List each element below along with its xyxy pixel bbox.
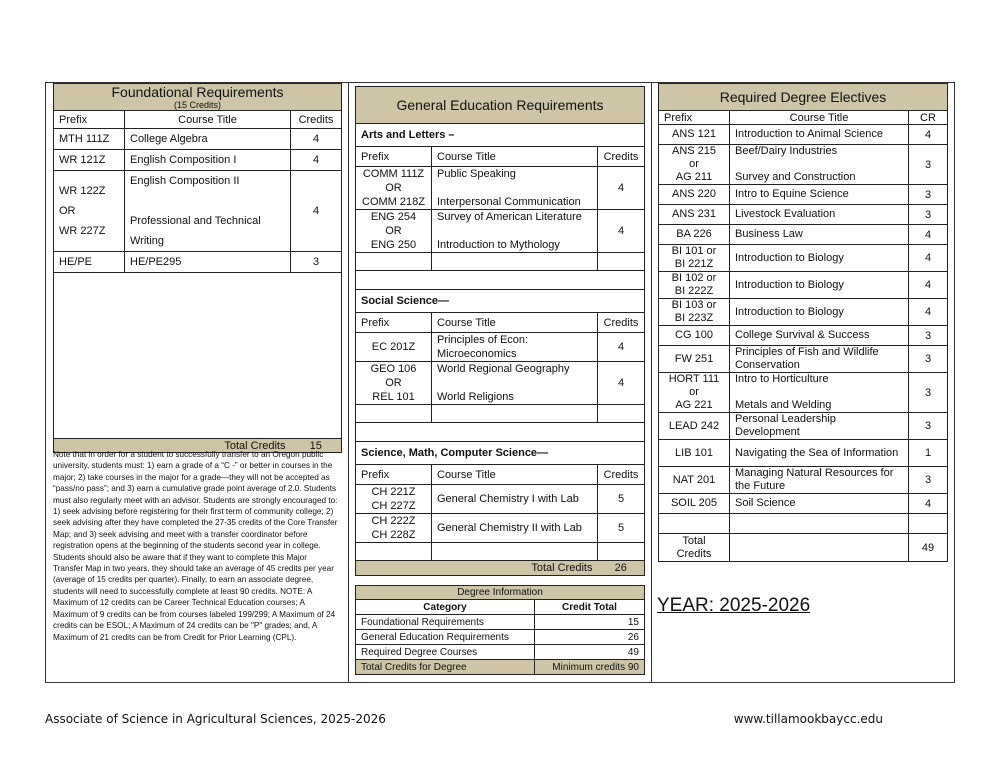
course-title <box>730 467 909 494</box>
degree-row <box>356 645 645 660</box>
section-header <box>356 124 645 147</box>
course-title <box>432 362 598 405</box>
title-line: Survey of American Literature <box>437 211 582 223</box>
title-line <box>437 181 592 195</box>
table-row <box>356 167 645 210</box>
course-title <box>730 346 909 373</box>
prefix-line: OR <box>385 377 402 389</box>
column-headers <box>356 147 645 167</box>
course-prefix <box>659 413 730 440</box>
blank-row <box>356 405 645 423</box>
title-line <box>437 224 592 238</box>
blank-cell <box>356 253 432 271</box>
col-credit-total: Credit Total <box>534 600 644 615</box>
outer-frame <box>45 82 955 683</box>
transfer-note: Note that in order for a student to successfully transfer to an Oregon public university, students must: 1) earn a grade of a “C -” or better in courses in the major; 2) take courses in the major for a grade—they will not be accepted as “pass/no pass”; and 3) earn a cumulative grade point average of 2.0. Students must also regularly meet with an advisor. Students are strongly encouraged to: 1) seek advising before registering for their first term of community college; 2) seek advising after they have completed the 27-35 credits of the Core Transfer Map; and 3) seek advising and meet with a transfer coordinator before registration opens at the beginning of the students second year in college. Students should also be aware that if they want to complete this Major Transfer Map in two years, they should take an average of 45 credits per year (average of 15 credits per quarter). Finally, to earn an associate degree, students will need to successfully complete at least 90 credits. NOTE: A Maximum of 12 credits can be Career Technical Education courses; A Maximum of 9 credits can be from courses labeled 199/299; A Maximum of 24 credits can be ESOL; A Maximum of 24 credits can be "P" grades; and, A Maximum of 21 credits can be from Credit for Prior Learning (CPL). <box>53 450 338 642</box>
blank-cell <box>598 405 645 423</box>
course-credits: 4 <box>909 494 948 514</box>
table-row <box>659 145 948 185</box>
course-title <box>125 150 291 171</box>
table-row <box>659 205 948 225</box>
course-prefix <box>659 346 730 373</box>
col-title: Course Title <box>125 111 291 129</box>
title-line: Principles of Fish and Wildlife Conservation <box>735 346 879 371</box>
prefix-line: NAT 201 <box>672 473 716 486</box>
prefix-line: FW 251 <box>674 352 714 365</box>
foundational-table <box>53 83 342 453</box>
degree-row <box>356 630 645 645</box>
table-row <box>356 333 645 362</box>
course-credits: 3 <box>909 373 948 413</box>
degree-info-table <box>355 585 645 675</box>
prefix-line: COMM 218Z <box>362 196 425 208</box>
prefix-line: BI 101 or <box>671 245 717 257</box>
title-line: Interpersonal Communication <box>437 196 581 208</box>
prefix-line: WR 227Z <box>59 225 106 237</box>
prefix-line: LIB 101 <box>675 446 713 459</box>
col-prefix: Prefix <box>54 111 125 129</box>
degree-info-title: Degree Information <box>356 586 645 600</box>
blank-cell <box>598 543 645 561</box>
section-header <box>356 442 645 465</box>
title-line: Managing Natural Resources for the Future <box>735 467 894 492</box>
course-prefix <box>659 205 730 225</box>
prefix-line: OR <box>385 182 402 194</box>
course-credits: 4 <box>291 150 342 171</box>
section-name: Arts and Letters – <box>356 124 645 147</box>
title-line: English Composition II <box>130 175 240 187</box>
prefix-line: ANS 121 <box>671 128 717 140</box>
table-row <box>659 346 948 373</box>
footer-website[interactable]: www.tillamookbaycc.edu <box>733 712 883 726</box>
section-name: Science, Math, Computer Science— <box>356 442 645 465</box>
degree-total-label: Total Credits for Degree <box>356 660 535 675</box>
foundational-title: Foundational Requirements <box>111 84 284 100</box>
title-line: College Survival & Success <box>735 329 870 341</box>
course-credits: 4 <box>291 171 342 252</box>
course-title <box>730 272 909 299</box>
course-prefix <box>659 125 730 145</box>
col-cr: CR <box>909 111 948 125</box>
course-credits: 3 <box>909 413 948 440</box>
course-credits: 4 <box>291 129 342 150</box>
title-line: Personal Leadership Development <box>735 413 836 438</box>
col-prefix: Prefix <box>659 111 730 125</box>
course-credits: 3 <box>909 205 948 225</box>
course-credits: 3 <box>909 185 948 205</box>
course-prefix <box>659 145 730 185</box>
degree-category: Required Degree Courses <box>356 645 535 660</box>
table-row <box>659 185 948 205</box>
prefix-line: BI 221Z <box>674 258 714 270</box>
title-line: HE/PE295 <box>130 256 182 268</box>
course-title <box>432 485 598 514</box>
title-line: Principles of Econ: Microeconomics <box>437 334 529 360</box>
prefix-line: CG 100 <box>675 329 713 341</box>
course-title <box>730 205 909 225</box>
title-line <box>735 158 903 171</box>
prefix-line: CH 228Z <box>371 529 416 541</box>
blank-cell <box>356 543 432 561</box>
degree-total-value: Minimum credits 90 <box>534 660 644 675</box>
prefix-line: GEO 106 <box>370 363 417 375</box>
course-credits: 3 <box>909 145 948 185</box>
col-prefix: Prefix <box>356 147 432 167</box>
prefix-line: COMM 111Z <box>362 168 425 180</box>
course-title <box>730 185 909 205</box>
course-prefix <box>659 494 730 514</box>
course-title <box>432 210 598 253</box>
prefix-line: or <box>689 386 699 398</box>
gened-table <box>355 86 645 576</box>
title-line: Introduction to Mythology <box>437 239 560 251</box>
prefix-line: BI 102 or <box>671 272 717 284</box>
course-prefix <box>54 150 125 171</box>
course-prefix <box>54 129 125 150</box>
table-row <box>659 299 948 326</box>
col-title: Course Title <box>432 147 598 167</box>
course-title <box>730 245 909 272</box>
course-credits: 4 <box>598 333 645 362</box>
foundational-subtitle: (15 Credits) <box>173 100 221 110</box>
course-prefix <box>659 326 730 346</box>
electives-column <box>652 83 954 682</box>
course-title <box>432 167 598 210</box>
title-line: English Composition I <box>130 154 237 166</box>
column-headers <box>356 465 645 485</box>
title-line: Survey and Construction <box>735 171 856 183</box>
course-prefix <box>356 167 432 210</box>
spacer-cell <box>356 423 645 442</box>
prefix-line: ENG 254 <box>370 211 417 223</box>
spacer-row <box>356 423 645 442</box>
course-title <box>125 171 291 252</box>
course-prefix <box>356 514 432 543</box>
gened-column <box>349 83 652 682</box>
title-line: College Algebra <box>130 133 208 145</box>
table-row <box>659 494 948 514</box>
blank-row <box>356 543 645 561</box>
foundational-column <box>46 83 349 682</box>
total-value: 15 <box>291 439 342 453</box>
course-title <box>730 413 909 440</box>
course-credits: 4 <box>909 245 948 272</box>
title-line: Public Speaking <box>437 168 516 180</box>
prefix-line: MTH 111Z <box>59 133 110 145</box>
course-credits: 3 <box>909 346 948 373</box>
prefix-line: HE/PE <box>59 256 93 268</box>
col-credits: Credits <box>598 147 645 167</box>
title-line: Business Law <box>735 228 803 240</box>
table-row <box>356 514 645 543</box>
title-line: Navigating the Sea of Information <box>735 446 899 459</box>
prefix-line: SOIL 205 <box>670 497 718 509</box>
title-line: Professional and Technical Writing <box>130 215 261 247</box>
table-row <box>356 485 645 514</box>
title-line: Beef/Dairy Industries <box>735 145 838 157</box>
course-title <box>730 225 909 245</box>
prefix-line: EC 201Z <box>371 341 416 353</box>
course-title <box>730 125 909 145</box>
course-credits: 4 <box>598 167 645 210</box>
table-row <box>659 326 948 346</box>
title-line: Introduction to Animal Science <box>735 128 883 140</box>
prefix-line: or <box>689 158 699 170</box>
course-credits: 3 <box>909 467 948 494</box>
course-credits: 3 <box>909 326 948 346</box>
col-title: Course Title <box>432 313 598 333</box>
blank-cell <box>432 543 598 561</box>
prefix-line: BI 103 or <box>671 299 717 311</box>
course-credits: 4 <box>909 299 948 326</box>
course-prefix <box>659 225 730 245</box>
title-line: Intro to Equine Science <box>735 188 849 200</box>
course-prefix <box>54 171 125 252</box>
title-line: World Religions <box>437 391 514 403</box>
col-title: Course Title <box>730 111 909 125</box>
course-title <box>432 333 598 362</box>
course-credits: 1 <box>909 440 948 467</box>
title-line: Introduction to Biology <box>735 278 844 291</box>
title-line <box>130 191 285 211</box>
prefix-line: AG 211 <box>675 171 713 183</box>
degree-credit-total: 26 <box>534 630 644 645</box>
prefix-line: ANS 220 <box>671 188 717 200</box>
course-prefix <box>54 252 125 273</box>
electives-title: Required Degree Electives <box>659 84 948 111</box>
prefix-line: WR 122Z <box>59 185 106 197</box>
electives-table <box>658 83 948 562</box>
footer-program: Associate of Science in Agricultural Sciences, 2025-2026 <box>45 712 386 726</box>
course-credits: 5 <box>598 485 645 514</box>
table-row <box>659 440 948 467</box>
title-line: Livestock Evaluation <box>735 208 836 220</box>
prefix-line: OR <box>385 225 402 237</box>
blank-cell <box>598 253 645 271</box>
prefix-line: CH 221Z <box>371 486 416 498</box>
title-line <box>735 386 903 399</box>
course-prefix <box>659 185 730 205</box>
table-row <box>54 171 342 252</box>
table-row <box>659 245 948 272</box>
course-credits: 4 <box>909 272 948 299</box>
course-credits: 4 <box>598 210 645 253</box>
prefix-line: REL 101 <box>372 391 415 403</box>
table-row <box>659 467 948 494</box>
table-row <box>356 210 645 253</box>
prefix-line: WR 121Z <box>59 154 106 166</box>
course-prefix <box>356 333 432 362</box>
col-credits: Credits <box>598 313 645 333</box>
table-row <box>356 362 645 405</box>
blank-area <box>54 273 342 439</box>
blank-cell <box>432 253 598 271</box>
prefix-line: CH 222Z <box>371 515 416 527</box>
prefix-line: ANS 215 <box>671 145 717 157</box>
table-row <box>659 272 948 299</box>
course-title <box>125 252 291 273</box>
col-credits: Credits <box>291 111 342 129</box>
course-prefix <box>659 245 730 272</box>
col-category: Category <box>356 600 535 615</box>
course-title <box>125 129 291 150</box>
degree-row <box>356 615 645 630</box>
course-prefix <box>659 272 730 299</box>
prefix-line: BA 226 <box>676 228 712 240</box>
prefix-line: BI 223Z <box>674 312 714 324</box>
course-title <box>730 494 909 514</box>
prefix-line: ENG 250 <box>370 239 417 251</box>
foundational-header <box>54 84 342 111</box>
degree-credit-total: 49 <box>534 645 644 660</box>
title-line: Introduction to Biology <box>735 305 844 318</box>
title-line: General Chemistry II with Lab <box>437 522 582 534</box>
course-prefix <box>659 373 730 413</box>
year-label: YEAR: 2025-2026 <box>657 595 811 616</box>
prefix-line: OR <box>59 205 76 217</box>
table-row <box>54 150 342 171</box>
gened-total-label: Total Credits <box>356 561 598 576</box>
course-credits: 4 <box>909 225 948 245</box>
title-line: General Chemistry I with Lab <box>437 493 579 505</box>
col-title: Course Title <box>432 465 598 485</box>
course-credits: 3 <box>291 252 342 273</box>
course-title <box>432 514 598 543</box>
course-prefix <box>356 362 432 405</box>
degree-category: General Education Requirements <box>356 630 535 645</box>
gened-total-value: 26 <box>598 561 645 576</box>
section-name: Social Science— <box>356 290 645 313</box>
course-prefix <box>659 299 730 326</box>
table-row <box>659 373 948 413</box>
course-title <box>730 326 909 346</box>
prefix-line: HORT 111 <box>668 373 720 385</box>
section-header <box>356 290 645 313</box>
course-credits: 4 <box>598 362 645 405</box>
table-row <box>659 125 948 145</box>
course-title <box>730 299 909 326</box>
gened-title: General Education Requirements <box>356 87 645 124</box>
title-line: Soil Science <box>735 497 796 509</box>
title-line <box>437 376 592 390</box>
title-line: Metals and Welding <box>735 399 832 411</box>
course-title <box>730 440 909 467</box>
prefix-line: ANS 231 <box>671 208 717 220</box>
course-prefix <box>356 485 432 514</box>
prefix-line: CH 227Z <box>371 500 416 512</box>
course-credits: 4 <box>909 125 948 145</box>
degree-category: Foundational Requirements <box>356 615 535 630</box>
course-title <box>730 373 909 413</box>
title-line: Introduction to Biology <box>735 251 844 264</box>
table-row <box>54 252 342 273</box>
blank-cell <box>356 405 432 423</box>
prefix-line: LEAD 242 <box>668 419 720 432</box>
prefix-line: BI 222Z <box>674 285 714 297</box>
course-prefix <box>659 440 730 467</box>
table-row <box>659 225 948 245</box>
col-credits: Credits <box>598 465 645 485</box>
spacer-cell <box>356 271 645 290</box>
column-headers <box>356 313 645 333</box>
title-line: World Regional Geography <box>437 363 570 375</box>
title-line: Intro to Horticulture <box>735 373 829 385</box>
spacer-row <box>356 271 645 290</box>
electives-total-label: Total Credits <box>659 534 730 562</box>
course-credits: 5 <box>598 514 645 543</box>
total-label: Total Credits <box>54 439 291 453</box>
blank-row <box>356 253 645 271</box>
course-title <box>730 145 909 185</box>
prefix-line: AG 221 <box>675 399 713 411</box>
course-prefix <box>659 467 730 494</box>
electives-total-value: 49 <box>909 534 948 562</box>
col-prefix: Prefix <box>356 313 432 333</box>
degree-credit-total: 15 <box>534 615 644 630</box>
course-prefix <box>356 210 432 253</box>
blank-cell <box>432 405 598 423</box>
table-row <box>54 129 342 150</box>
col-prefix: Prefix <box>356 465 432 485</box>
table-row <box>659 413 948 440</box>
